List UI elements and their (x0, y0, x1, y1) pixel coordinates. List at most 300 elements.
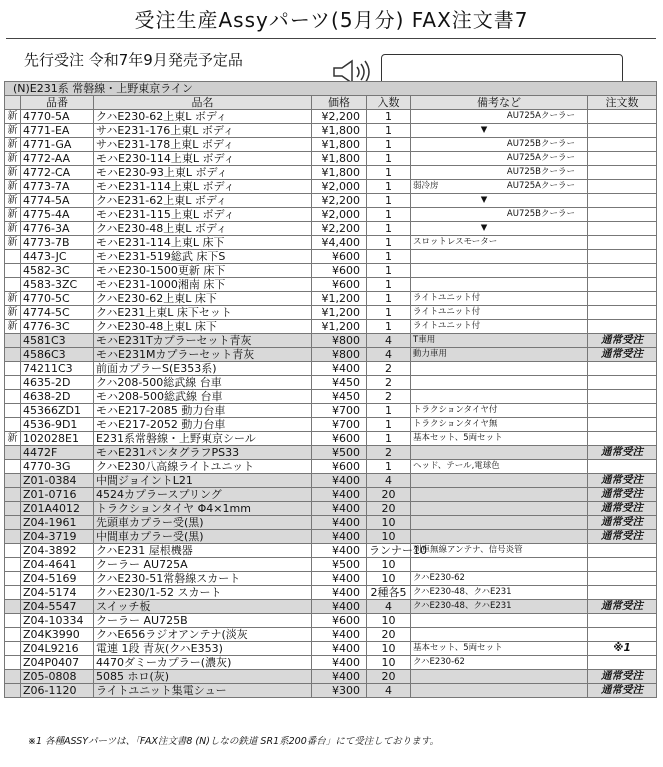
part-code: 4581C3 (21, 334, 94, 348)
part-name: 前面カプラーS(E353系) (94, 362, 312, 376)
note-text: ▼ (480, 223, 488, 233)
part-name: クーラー AU725B (94, 614, 312, 628)
part-name: クハE230-51常磐線スカート (94, 572, 312, 586)
quantity: 10 (367, 614, 411, 628)
table-row (5, 460, 657, 474)
quantity: 2 (367, 446, 411, 460)
new-badge (5, 614, 21, 628)
part-name: 中間ジョイントL21 (94, 474, 312, 488)
new-badge: 新 (5, 292, 21, 306)
price: ¥600 (312, 460, 367, 474)
note (411, 152, 588, 166)
table-row (5, 236, 657, 250)
order-quantity-cell[interactable] (588, 404, 657, 418)
new-badge (5, 348, 21, 362)
col-code: 品番 (21, 96, 94, 110)
table-row (5, 446, 657, 460)
table-row (5, 348, 657, 362)
part-code: 4772-CA (21, 166, 94, 180)
new-badge (5, 404, 21, 418)
part-code: 4773-7B (21, 236, 94, 250)
quantity: 10 (367, 642, 411, 656)
new-badge (5, 390, 21, 404)
table-row (5, 474, 657, 488)
order-quantity-cell[interactable] (588, 138, 657, 152)
col-price: 価格 (312, 96, 367, 110)
new-badge (5, 334, 21, 348)
part-code: Z04-5169 (21, 572, 94, 586)
note-text: スロットレスモーター (413, 237, 498, 247)
order-quantity-cell[interactable]: 通常受注 (588, 334, 657, 348)
quantity: ランナー10 (367, 544, 411, 558)
new-badge (5, 460, 21, 474)
table-row (5, 432, 657, 446)
note-text: ライトユニット付 (413, 307, 481, 317)
table-row (5, 250, 657, 264)
quantity: 2種各5 (367, 586, 411, 600)
price: ¥2,200 (312, 110, 367, 124)
part-code: Z04-4641 (21, 558, 94, 572)
part-name: モハE231Tカプラーセット青灰 (94, 334, 312, 348)
note-text: AU725Bクーラー (506, 209, 575, 219)
order-quantity-cell[interactable]: 通常受注 (588, 600, 657, 614)
quantity: 10 (367, 572, 411, 586)
part-name: E231系常磐線・上野東京シール (94, 432, 312, 446)
note (411, 544, 588, 558)
part-name: クハ208-500総武線 台車 (94, 376, 312, 390)
part-code: 45366ZD1 (21, 404, 94, 418)
quantity: 1 (367, 166, 411, 180)
note (411, 586, 588, 600)
quantity: 4 (367, 474, 411, 488)
table-row (5, 376, 657, 390)
new-badge (5, 530, 21, 544)
order-quantity-cell[interactable]: 通常受注 (588, 502, 657, 516)
part-name: クハE231 屋根機器 (94, 544, 312, 558)
note (411, 292, 588, 306)
order-quantity-cell[interactable] (588, 306, 657, 320)
table-row (5, 110, 657, 124)
col-note: 備考など (411, 96, 588, 110)
table-row (5, 222, 657, 236)
table-row (5, 208, 657, 222)
note (411, 418, 588, 432)
order-quantity-cell[interactable] (588, 460, 657, 474)
part-name: モハE231パンタグラフPS33 (94, 446, 312, 460)
table-row (5, 488, 657, 502)
order-quantity-cell[interactable]: 通常受注 (588, 516, 657, 530)
price: ¥400 (312, 488, 367, 502)
price: ¥400 (312, 572, 367, 586)
table-row (5, 306, 657, 320)
price: ¥400 (312, 502, 367, 516)
note-left: 弱冷房 (413, 181, 439, 191)
note-text: AU725Aクーラー (506, 111, 575, 121)
new-badge: 新 (5, 124, 21, 138)
order-quantity-cell[interactable] (588, 362, 657, 376)
quantity: 1 (367, 138, 411, 152)
part-name: モハ208-500総武線 台車 (94, 390, 312, 404)
price: ¥700 (312, 404, 367, 418)
table-row (5, 418, 657, 432)
table-row (5, 166, 657, 180)
part-code: 4536-9D1 (21, 418, 94, 432)
part-code: 4473-JC (21, 250, 94, 264)
part-code: 4638-2D (21, 390, 94, 404)
part-name: クハE231-62上東L ボディ (94, 194, 312, 208)
note-text: トラクションタイヤ付 (413, 405, 498, 415)
note-right: AU725Aクーラー (506, 181, 575, 191)
quantity: 2 (367, 362, 411, 376)
note-text: AU725Aクーラー (506, 153, 575, 163)
part-code: 4635-2D (21, 376, 94, 390)
part-name: モハE231-519総武 床下S (94, 250, 312, 264)
note-text: AU725Bクーラー (506, 139, 575, 149)
new-badge: 新 (5, 306, 21, 320)
new-badge (5, 362, 21, 376)
part-name: モハE230-93上東L ボディ (94, 166, 312, 180)
part-name: 4524カプラースプリング (94, 488, 312, 502)
note-text: ライトユニット付 (413, 293, 481, 303)
price: ¥2,200 (312, 222, 367, 236)
new-badge (5, 250, 21, 264)
part-code: 102028E1 (21, 432, 94, 446)
price: ¥500 (312, 558, 367, 572)
new-badge (5, 474, 21, 488)
order-quantity-cell[interactable] (588, 250, 657, 264)
part-name: モハE231-114上東L 床下 (94, 236, 312, 250)
order-quantity-cell[interactable] (588, 558, 657, 572)
note (411, 208, 588, 222)
note (411, 404, 588, 418)
part-code: Z04-3892 (21, 544, 94, 558)
quantity: 1 (367, 460, 411, 474)
table-row (5, 390, 657, 404)
order-quantity-cell[interactable] (588, 194, 657, 208)
part-code: 4586C3 (21, 348, 94, 362)
table-row (5, 670, 657, 684)
note-text: ライトユニット付 (413, 321, 481, 331)
new-badge (5, 656, 21, 670)
part-code: 74211C3 (21, 362, 94, 376)
part-name: 4470ダミーカプラー(濃灰) (94, 656, 312, 670)
table-row (5, 264, 657, 278)
part-code: 4770-5C (21, 292, 94, 306)
table-row (5, 152, 657, 166)
order-quantity-cell[interactable] (588, 152, 657, 166)
quantity: 1 (367, 110, 411, 124)
note (411, 278, 588, 292)
order-quantity-cell[interactable]: 通常受注 (588, 488, 657, 502)
new-badge: 新 (5, 138, 21, 152)
quantity: 2 (367, 390, 411, 404)
part-code: Z04K3990 (21, 628, 94, 642)
part-code: 4774-5A (21, 194, 94, 208)
quantity: 10 (367, 558, 411, 572)
page-subtitle: 先行受注 令和7年9月発売予定品 (24, 51, 243, 69)
order-quantity-cell[interactable] (588, 208, 657, 222)
price: ¥1,800 (312, 166, 367, 180)
note (411, 642, 588, 656)
price: ¥400 (312, 544, 367, 558)
part-name: モハE231-114上東L ボディ (94, 180, 312, 194)
table-row (5, 194, 657, 208)
order-quantity-cell[interactable] (588, 236, 657, 250)
order-quantity-cell[interactable] (588, 110, 657, 124)
part-code: 4583-3ZC (21, 278, 94, 292)
order-quantity-cell[interactable] (588, 264, 657, 278)
note-text: AU725Bクーラー (506, 167, 575, 177)
order-quantity-cell[interactable] (588, 418, 657, 432)
table-row (5, 656, 657, 670)
order-quantity-cell[interactable] (588, 222, 657, 236)
part-code: 4776-3A (21, 222, 94, 236)
order-quantity-cell[interactable]: 通常受注 (588, 474, 657, 488)
note (411, 656, 588, 670)
col-qty: 入数 (367, 96, 411, 110)
note (411, 376, 588, 390)
order-quantity-cell[interactable] (588, 292, 657, 306)
note-text: クハE230-48、クハE231 (413, 601, 512, 611)
part-name: ライトユニット集電シュー (94, 684, 312, 698)
table-row (5, 544, 657, 558)
order-quantity-cell[interactable] (588, 278, 657, 292)
order-quantity-cell[interactable] (588, 166, 657, 180)
price: ¥700 (312, 418, 367, 432)
note (411, 222, 588, 236)
price: ¥2,000 (312, 180, 367, 194)
order-quantity-cell[interactable]: 通常受注 (588, 670, 657, 684)
quantity: 20 (367, 628, 411, 642)
order-table (4, 81, 657, 698)
order-quantity-cell[interactable]: 通常受注 (588, 446, 657, 460)
table-row (5, 628, 657, 642)
order-quantity-cell[interactable] (588, 586, 657, 600)
part-code: 4774-5C (21, 306, 94, 320)
quantity: 1 (367, 222, 411, 236)
note (411, 348, 588, 362)
quantity: 20 (367, 502, 411, 516)
table-row (5, 124, 657, 138)
part-code: 4770-3G (21, 460, 94, 474)
order-quantity-cell[interactable]: 通常受注 (588, 348, 657, 362)
quantity: 1 (367, 278, 411, 292)
section-title: (N)E231系 常磐線・上野東京ライン (5, 82, 657, 96)
part-code: Z01A4012 (21, 502, 94, 516)
note-text: クハE230-48、クハE231 (413, 587, 512, 597)
new-badge (5, 376, 21, 390)
new-badge (5, 418, 21, 432)
table-row (5, 278, 657, 292)
new-badge (5, 684, 21, 698)
part-code: Z04L9216 (21, 642, 94, 656)
order-quantity-cell[interactable]: 通常受注 (588, 530, 657, 544)
part-name: 電連 1段 青灰(クハE353) (94, 642, 312, 656)
new-badge: 新 (5, 320, 21, 334)
price: ¥500 (312, 446, 367, 460)
order-quantity-cell[interactable] (588, 180, 657, 194)
part-code: 4772-AA (21, 152, 94, 166)
note-text: ▼ (480, 195, 488, 205)
quantity: 10 (367, 656, 411, 670)
table-row (5, 530, 657, 544)
new-badge (5, 488, 21, 502)
note (411, 502, 588, 516)
price: ¥2,200 (312, 194, 367, 208)
new-badge (5, 586, 21, 600)
part-code: 4771-EA (21, 124, 94, 138)
note (411, 432, 588, 446)
new-badge (5, 670, 21, 684)
new-badge: 新 (5, 208, 21, 222)
order-quantity-cell[interactable] (588, 656, 657, 670)
note-text: トラクションタイヤ無 (413, 419, 498, 429)
note (411, 138, 588, 152)
note (411, 362, 588, 376)
part-code: Z04-10334 (21, 614, 94, 628)
note-text: 列車無線アンテナ、信号炎管 (413, 545, 523, 555)
part-name: モハE231Mカプラーセット青灰 (94, 348, 312, 362)
note (411, 558, 588, 572)
quantity: 1 (367, 292, 411, 306)
order-quantity-cell[interactable] (588, 614, 657, 628)
table-row (5, 586, 657, 600)
part-code: Z04-3719 (21, 530, 94, 544)
note (411, 670, 588, 684)
new-badge (5, 544, 21, 558)
price: ¥600 (312, 278, 367, 292)
quantity: 1 (367, 152, 411, 166)
new-badge (5, 516, 21, 530)
price: ¥300 (312, 684, 367, 698)
order-quantity-cell[interactable]: ※1 (588, 642, 657, 656)
note (411, 110, 588, 124)
part-name: 先頭車カプラー受(黒) (94, 516, 312, 530)
note (411, 390, 588, 404)
order-quantity-cell[interactable] (588, 124, 657, 138)
quantity: 4 (367, 334, 411, 348)
part-name: クハE230-62上東L 床下 (94, 292, 312, 306)
price: ¥450 (312, 390, 367, 404)
part-code: 4770-5A (21, 110, 94, 124)
quantity: 1 (367, 180, 411, 194)
price: ¥400 (312, 628, 367, 642)
table-row (5, 138, 657, 152)
order-quantity-cell[interactable] (588, 432, 657, 446)
col-order: 注文数 (588, 96, 657, 110)
new-badge: 新 (5, 432, 21, 446)
order-quantity-cell[interactable] (588, 544, 657, 558)
order-quantity-cell[interactable] (588, 572, 657, 586)
part-name: クハE230/1-52 スカート (94, 586, 312, 600)
note (411, 124, 588, 138)
price: ¥600 (312, 250, 367, 264)
new-badge (5, 600, 21, 614)
note (411, 264, 588, 278)
new-badge (5, 446, 21, 460)
note (411, 320, 588, 334)
price: ¥400 (312, 642, 367, 656)
price: ¥1,200 (312, 292, 367, 306)
part-code: 4773-7A (21, 180, 94, 194)
note (411, 180, 588, 194)
new-badge (5, 502, 21, 516)
part-code: Z01-0716 (21, 488, 94, 502)
price: ¥1,200 (312, 306, 367, 320)
new-badge (5, 278, 21, 292)
part-name: クハE230-62上東L ボディ (94, 110, 312, 124)
note-text: 動力車用 (413, 349, 448, 359)
table-row (5, 292, 657, 306)
column-header-row (5, 96, 657, 110)
part-name: 5085 ホロ(灰) (94, 670, 312, 684)
note (411, 628, 588, 642)
quantity: 10 (367, 516, 411, 530)
table-row (5, 362, 657, 376)
table-row (5, 558, 657, 572)
part-name: クハE230八高線ライトユニット (94, 460, 312, 474)
order-quantity-cell[interactable] (588, 320, 657, 334)
col-name: 品名 (94, 96, 312, 110)
price: ¥1,800 (312, 138, 367, 152)
part-name: モハE217-2052 動力台車 (94, 418, 312, 432)
table-row (5, 572, 657, 586)
part-name: モハE231-115上東L ボディ (94, 208, 312, 222)
page-title: 受注生産Assyパーツ(5月分) FAX注文書7 (134, 8, 529, 32)
part-name: サハE231-176上東L ボディ (94, 124, 312, 138)
price: ¥2,000 (312, 208, 367, 222)
note-text: クハE230-62 (413, 573, 465, 583)
note-text: ▼ (480, 125, 488, 135)
order-quantity-cell[interactable]: 通常受注 (588, 684, 657, 698)
price: ¥1,200 (312, 320, 367, 334)
price: ¥400 (312, 362, 367, 376)
note-text: 基本セット、5両セット (413, 643, 503, 653)
price: ¥4,400 (312, 236, 367, 250)
table-row (5, 320, 657, 334)
order-quantity-cell[interactable] (588, 376, 657, 390)
quantity: 1 (367, 250, 411, 264)
table-row (5, 684, 657, 698)
price: ¥400 (312, 530, 367, 544)
note (411, 614, 588, 628)
new-badge: 新 (5, 180, 21, 194)
part-name: モハE230-1500更新 床下 (94, 264, 312, 278)
part-code: Z04-1961 (21, 516, 94, 530)
part-name: クハE230-48上東L 床下 (94, 320, 312, 334)
price: ¥400 (312, 474, 367, 488)
table-row (5, 334, 657, 348)
part-code: 4771-GA (21, 138, 94, 152)
part-code: Z04P0407 (21, 656, 94, 670)
price: ¥1,800 (312, 124, 367, 138)
note (411, 236, 588, 250)
part-name: モハE231-1000湘南 床下 (94, 278, 312, 292)
new-badge: 新 (5, 166, 21, 180)
note (411, 446, 588, 460)
footnote: ※1 各種ASSYパーツは、「FAX注文書8 (N)しなの鉄道 SR1系200番台」にて受注しております。 (28, 736, 439, 747)
quantity: 1 (367, 124, 411, 138)
price: ¥1,800 (312, 152, 367, 166)
quantity: 4 (367, 600, 411, 614)
part-name: サハE231-178上東L ボディ (94, 138, 312, 152)
quantity: 1 (367, 208, 411, 222)
order-quantity-cell[interactable] (588, 628, 657, 642)
order-quantity-cell[interactable] (588, 390, 657, 404)
quantity: 1 (367, 404, 411, 418)
new-badge (5, 572, 21, 586)
part-code: Z05-0808 (21, 670, 94, 684)
